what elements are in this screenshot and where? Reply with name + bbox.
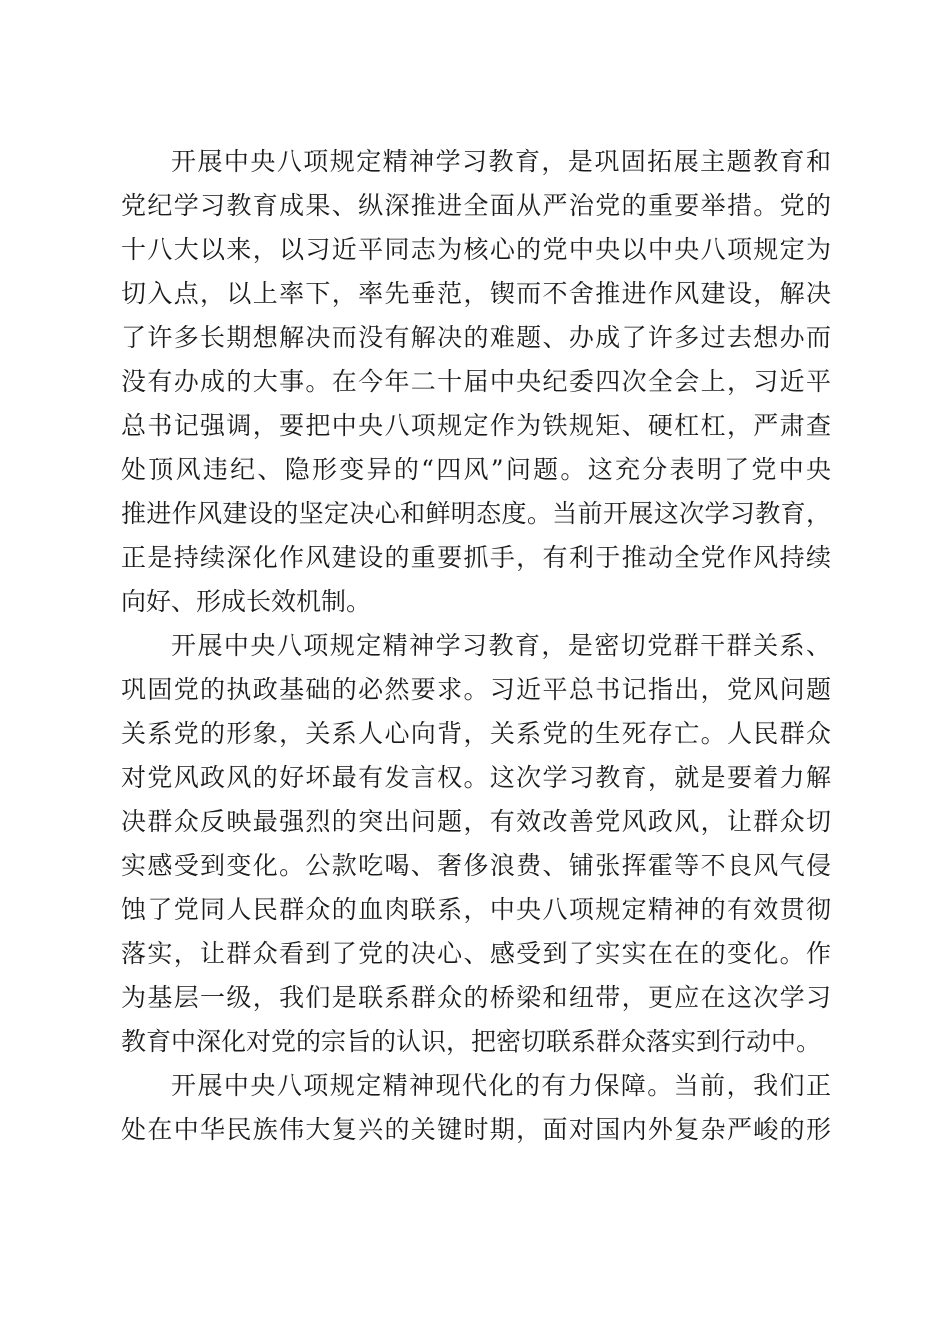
text-line: 决群众反映最强烈的突出问题，有效改善党风政风，让群众切 bbox=[121, 807, 831, 836]
text-line: 总书记强调，要把中央八项规定作为铁规矩、硬杠杠，严肃查 bbox=[121, 411, 831, 440]
text-line: 正是持续深化作风建设的重要抓手，有利于推动全党作风持续 bbox=[121, 543, 831, 572]
text-line: 实感受到变化。公款吃喝、奢侈浪费、铺张挥霍等不良风气侵 bbox=[121, 851, 831, 880]
text-line: 党纪学习教育成果、纵深推进全面从严治党的重要举措。党的 bbox=[121, 191, 831, 220]
text-line: 了许多长期想解决而没有解决的难题、办成了许多过去想办而 bbox=[121, 323, 831, 352]
text-line: 关系党的形象，关系人心向背，关系党的生死存亡。人民群众 bbox=[121, 719, 831, 748]
text-line: 推进作风建设的坚定决心和鲜明态度。当前开展这次学习教育， bbox=[121, 499, 831, 528]
text-line: 开展中央八项规定精神现代化的有力保障。当前，我们正 bbox=[171, 1071, 831, 1100]
text-line: 向好、形成长效机制。 bbox=[121, 587, 372, 616]
text-line: 切入点，以上率下，率先垂范，锲而不舍推进作风建设，解决 bbox=[121, 279, 831, 308]
text-line: 开展中央八项规定精神学习教育，是密切党群干群关系、 bbox=[171, 631, 831, 660]
text-line: 处在中华民族伟大复兴的关键时期，面对国内外复杂严峻的形 bbox=[121, 1115, 831, 1144]
text-line: 开展中央八项规定精神学习教育，是巩固拓展主题教育和 bbox=[171, 147, 831, 176]
text-line: 落实，让群众看到了党的决心、感受到了实实在在的变化。作 bbox=[121, 939, 831, 968]
text-line: 没有办成的大事。在今年二十届中央纪委四次全会上，习近平 bbox=[121, 367, 831, 396]
text-line: 为基层一级，我们是联系群众的桥梁和纽带，更应在这次学习 bbox=[121, 983, 831, 1012]
text-line: 蚀了党同人民群众的血肉联系，中央八项规定精神的有效贯彻 bbox=[121, 895, 831, 924]
text-line: 十八大以来，以习近平同志为核心的党中央以中央八项规定为 bbox=[121, 235, 831, 264]
text-line: 处顶风违纪、隐形变异的“四风”问题。这充分表明了党中央 bbox=[121, 455, 831, 484]
text-line: 巩固党的执政基础的必然要求。习近平总书记指出，党风问题 bbox=[121, 675, 831, 704]
text-line: 对党风政风的好坏最有发言权。这次学习教育，就是要着力解 bbox=[121, 763, 831, 792]
text-line: 教育中深化对党的宗旨的认识，把密切联系群众落实到行动中。 bbox=[121, 1027, 822, 1056]
